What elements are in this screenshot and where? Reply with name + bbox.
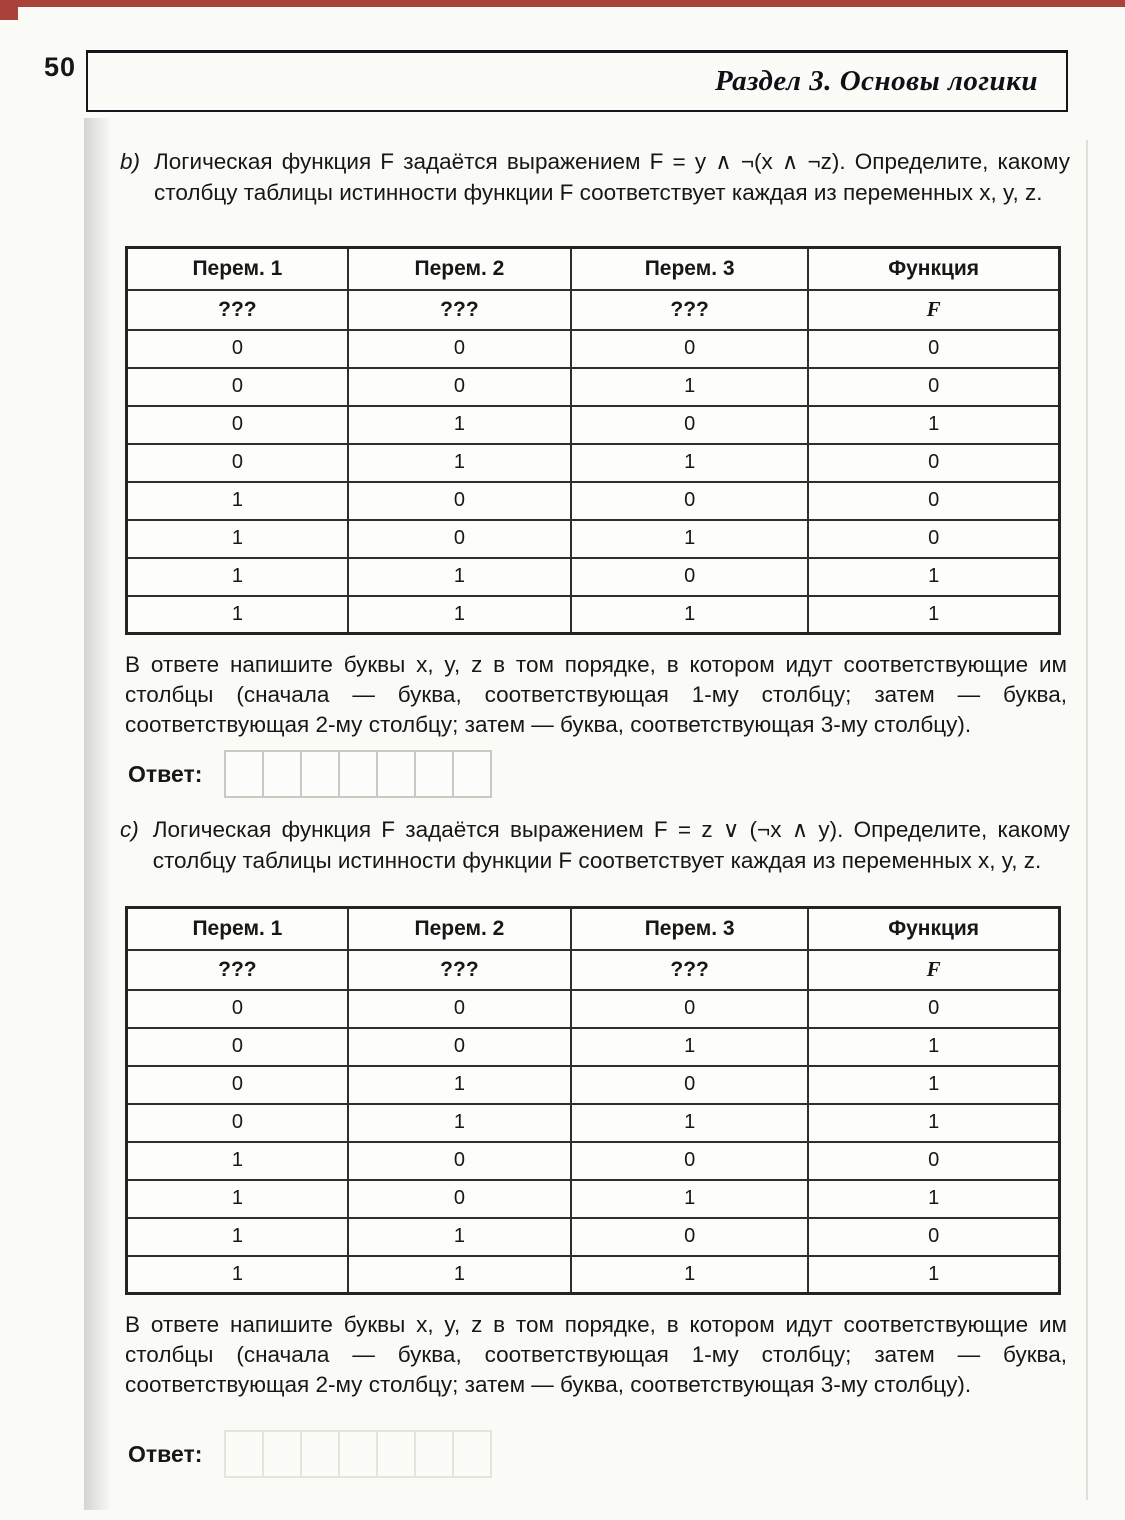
column-header: Функция [808, 248, 1059, 290]
table-cell: 1 [127, 482, 348, 520]
column-header: Перем. 3 [571, 248, 808, 290]
table-cell: 0 [808, 520, 1059, 558]
task-b-statement-block [120, 146, 1070, 208]
function-symbol-cell: F [808, 950, 1059, 990]
answer-row-c [128, 1428, 492, 1480]
table-row [127, 558, 1060, 596]
table-row [127, 1218, 1060, 1256]
table-cell: 1 [127, 1256, 348, 1294]
table-row [127, 596, 1060, 634]
table-row [127, 330, 1060, 368]
table-cell: 1 [571, 520, 808, 558]
table-cell: 0 [808, 330, 1059, 368]
table-cell: 1 [808, 1256, 1059, 1294]
answer-box [376, 1430, 416, 1478]
table-cell: 0 [571, 990, 808, 1028]
table-cell: 0 [348, 1142, 571, 1180]
table-cell: 0 [127, 330, 348, 368]
table-cell: 0 [127, 406, 348, 444]
table-cell: 1 [571, 1104, 808, 1142]
answer-label: Ответ: [128, 760, 203, 787]
table-cell: 1 [348, 596, 571, 634]
table-cell: 0 [127, 444, 348, 482]
table-cell: 1 [348, 406, 571, 444]
task-b-label: b) [120, 149, 141, 174]
task-b-statement: Логическая функция F задаётся выражением F = y ∧ ¬(x ∧ ¬z). Определите, какому столбцу таблицы истинности функции F соответствует каждая из переменных x, y, z. [154, 149, 1070, 205]
table-row [127, 444, 1060, 482]
table-row [127, 368, 1060, 406]
table-cell: 0 [571, 1142, 808, 1180]
table-row [127, 1142, 1060, 1180]
table-cell: 1 [571, 1028, 808, 1066]
column-header: Перем. 1 [127, 248, 348, 290]
table-row [127, 990, 1060, 1028]
table-row [127, 406, 1060, 444]
table-cell: 0 [127, 990, 348, 1028]
answer-box [452, 750, 492, 798]
table-cell: 0 [127, 1066, 348, 1104]
answer-box [414, 1430, 454, 1478]
table-cell: 0 [127, 1104, 348, 1142]
column-header: Перем. 1 [127, 908, 348, 950]
truth-table-c [125, 906, 1061, 1295]
table-cell: 1 [127, 558, 348, 596]
answer-box [300, 750, 340, 798]
table-cell: 1 [571, 1256, 808, 1294]
table-cell: 1 [348, 444, 571, 482]
answer-box [224, 1430, 264, 1478]
table-cell: 0 [808, 1142, 1059, 1180]
subheader-cell: ??? [348, 950, 571, 990]
answer-box [338, 750, 378, 798]
table-cell: 1 [127, 1180, 348, 1218]
table-cell: 0 [808, 368, 1059, 406]
subheader-cell: ??? [348, 290, 571, 330]
table-cell: 1 [348, 558, 571, 596]
column-header: Перем. 2 [348, 908, 571, 950]
table-row [127, 1066, 1060, 1104]
scan-edge-strip [0, 0, 1125, 7]
answer-boxes-b [224, 750, 492, 798]
table-cell: 1 [808, 1104, 1059, 1142]
table-cell: 1 [127, 596, 348, 634]
answer-box [452, 1430, 492, 1478]
table-cell: 0 [127, 1028, 348, 1066]
truth-table-b [125, 246, 1061, 635]
section-header: Раздел 3. Основы логики [715, 65, 1038, 97]
table-cell: 1 [571, 368, 808, 406]
table-cell: 0 [808, 482, 1059, 520]
table-cell: 0 [808, 444, 1059, 482]
table-cell: 0 [808, 990, 1059, 1028]
answer-label: Ответ: [128, 1440, 203, 1467]
column-header: Перем. 3 [571, 908, 808, 950]
task-c-statement: Логическая функция F задаётся выражением F = z ∨ (¬x ∧ y). Определите, какому столбцу таблицы истинности функции F соответствует каждая из переменных x, y, z. [152, 817, 1070, 873]
column-header: Перем. 2 [348, 248, 571, 290]
table-cell: 1 [571, 444, 808, 482]
table-subheader-row [127, 290, 1060, 330]
column-header: Функция [808, 908, 1059, 950]
table-cell: 1 [808, 558, 1059, 596]
table-cell: 1 [571, 1180, 808, 1218]
table-cell: 1 [808, 1028, 1059, 1066]
subheader-cell: ??? [571, 950, 808, 990]
table-header-row [127, 248, 1060, 290]
table-cell: 0 [571, 558, 808, 596]
table-cell: 0 [571, 1066, 808, 1104]
table-cell: 0 [348, 1028, 571, 1066]
table-header-row [127, 908, 1060, 950]
table-cell: 0 [571, 406, 808, 444]
table-cell: 0 [127, 368, 348, 406]
table-cell: 1 [127, 1218, 348, 1256]
task-c-label: c) [120, 817, 139, 842]
answer-box [414, 750, 454, 798]
table-cell: 1 [808, 406, 1059, 444]
table-subheader-row [127, 950, 1060, 990]
table-cell: 0 [348, 520, 571, 558]
table-cell: 0 [348, 330, 571, 368]
table-cell: 1 [808, 596, 1059, 634]
function-symbol-cell: F [808, 290, 1059, 330]
table-cell: 1 [127, 1142, 348, 1180]
table-cell: 0 [808, 1218, 1059, 1256]
table-cell: 0 [348, 368, 571, 406]
table-cell: 1 [348, 1104, 571, 1142]
subheader-cell: ??? [127, 950, 348, 990]
table-cell: 0 [348, 990, 571, 1028]
page-edge-line [1086, 140, 1088, 1500]
table-cell: 1 [127, 520, 348, 558]
page-gutter-shadow [84, 118, 112, 1510]
table-cell: 0 [348, 482, 571, 520]
answer-box [224, 750, 264, 798]
page-number: 50 [44, 52, 77, 82]
answer-box [338, 1430, 378, 1478]
table-cell: 1 [348, 1256, 571, 1294]
table-cell: 0 [348, 1180, 571, 1218]
table-row [127, 1256, 1060, 1294]
table-row [127, 1104, 1060, 1142]
answer-row-b [128, 748, 492, 800]
answer-box [300, 1430, 340, 1478]
answer-instruction-b: В ответе напишите буквы x, y, z в том порядке, в котором идут соответствующие им столбцы (сначала — буква, соответствующая 1-му столбцу; затем — буква, соответствующая 2-му столбцу; затем — буква, соответствующая 3-му столбцу). [125, 652, 1067, 737]
table-row [127, 1028, 1060, 1066]
answer-box [262, 750, 302, 798]
table-row [127, 520, 1060, 558]
table-row [127, 482, 1060, 520]
table-cell: 0 [571, 330, 808, 368]
table-cell: 1 [808, 1066, 1059, 1104]
answer-box [376, 750, 416, 798]
table-cell: 1 [348, 1066, 571, 1104]
scan-corner-mark [0, 0, 18, 20]
answer-instruction-c: В ответе напишите буквы x, y, z в том порядке, в котором идут соответствующие им столбцы (сначала — буква, соответствующая 1-му столбцу; затем — буква, соответствующая 2-му столбцу; затем — буква, соответствующая 3-му столбцу). [125, 1312, 1067, 1397]
table-cell: 1 [808, 1180, 1059, 1218]
section-header-box [86, 50, 1068, 112]
table-cell: 1 [571, 596, 808, 634]
answer-boxes-c [224, 1430, 492, 1478]
table-cell: 1 [348, 1218, 571, 1256]
subheader-cell: ??? [127, 290, 348, 330]
subheader-cell: ??? [571, 290, 808, 330]
table-cell: 0 [571, 1218, 808, 1256]
task-c-statement-block [120, 814, 1070, 876]
answer-box [262, 1430, 302, 1478]
table-cell: 0 [571, 482, 808, 520]
table-row [127, 1180, 1060, 1218]
